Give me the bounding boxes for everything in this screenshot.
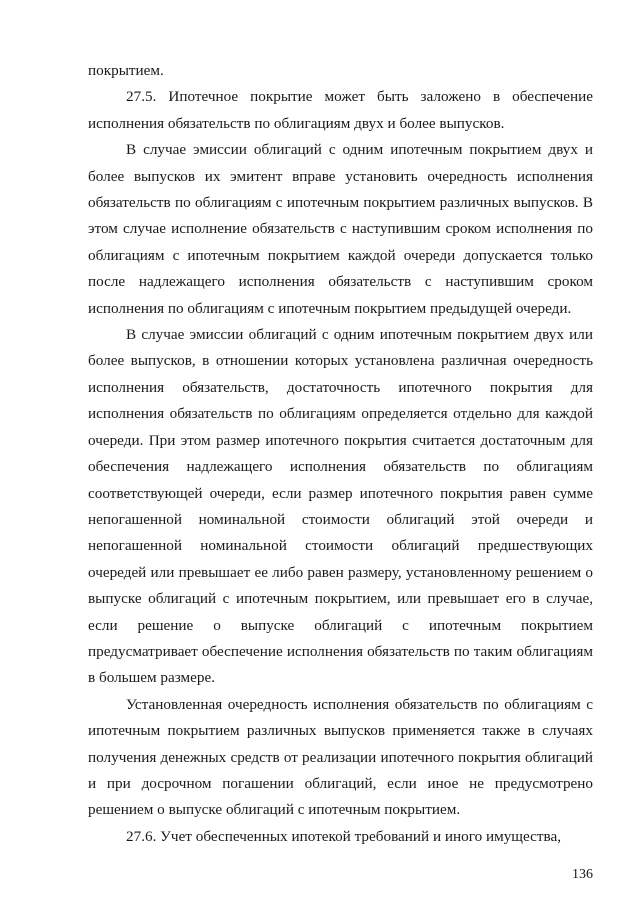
page-number: 136: [572, 867, 593, 882]
paragraph-27-5: 27.5. Ипотечное покрытие может быть заложено в обеспечение исполнения обязательств по облигациям двух и более выпусков.: [88, 88, 593, 132]
document-body: [88, 58, 593, 850]
paragraph-coverage-sufficiency: В случае эмиссии облигаций с одним ипотечным покрытием двух или более выпусков, в отношении которых установлена различная очередность исполнения обязательств, достаточность ипотечного покрытия для исполнения обязательств по облигациям определяется отдельно для каждой очереди. При этом размер ипотечного покрытия считается достаточным для обеспечения надлежащего исполнения обязательств по облигациям соответствующей очереди, если размер ипотечного покрытия равен сумме непогашенной номинальной стоимости облигаций этой очереди и непогашенной номинальной стоимости облигаций предшествующих очередей или превышает ее либо равен размеру, установленному решением о выпуске облигаций с ипотечным покрытием, или превышает его в случае, если решение о выпуске облигаций с ипотечным покрытием предусматривает обеспечение исполнения обязательств по таким облигациям в большем размере.: [88, 326, 593, 687]
paragraph-issue-order: В случае эмиссии облигаций с одним ипотечным покрытием двух и более выпусков их эмитент вправе установить очередность исполнения обязательств по облигациям с ипотечным покрытием различных выпусков. В этом случае исполнение обязательств с наступившим сроком исполнения по облигациям с ипотечным покрытием каждой очереди допускается только после надлежащего исполнения обязательств с наступившим сроком исполнения по облигациям с ипотечным покрытием предыдущей очереди.: [88, 141, 593, 317]
paragraph-27-6: 27.6. Учет обеспеченных ипотекой требований и иного имущества,: [126, 827, 562, 845]
paragraph-order-application: Установленная очередность исполнения обязательств по облигациям с ипотечным покрытием различных выпусков применяется также в случаях получения денежных средств от реализации ипотечного покрытия облигаций и при досрочном погашении облигаций, если иное не предусмотрено решением о выпуске облигаций с ипотечным покрытием.: [88, 695, 593, 819]
paragraph-continuation: покрытием.: [88, 62, 164, 79]
